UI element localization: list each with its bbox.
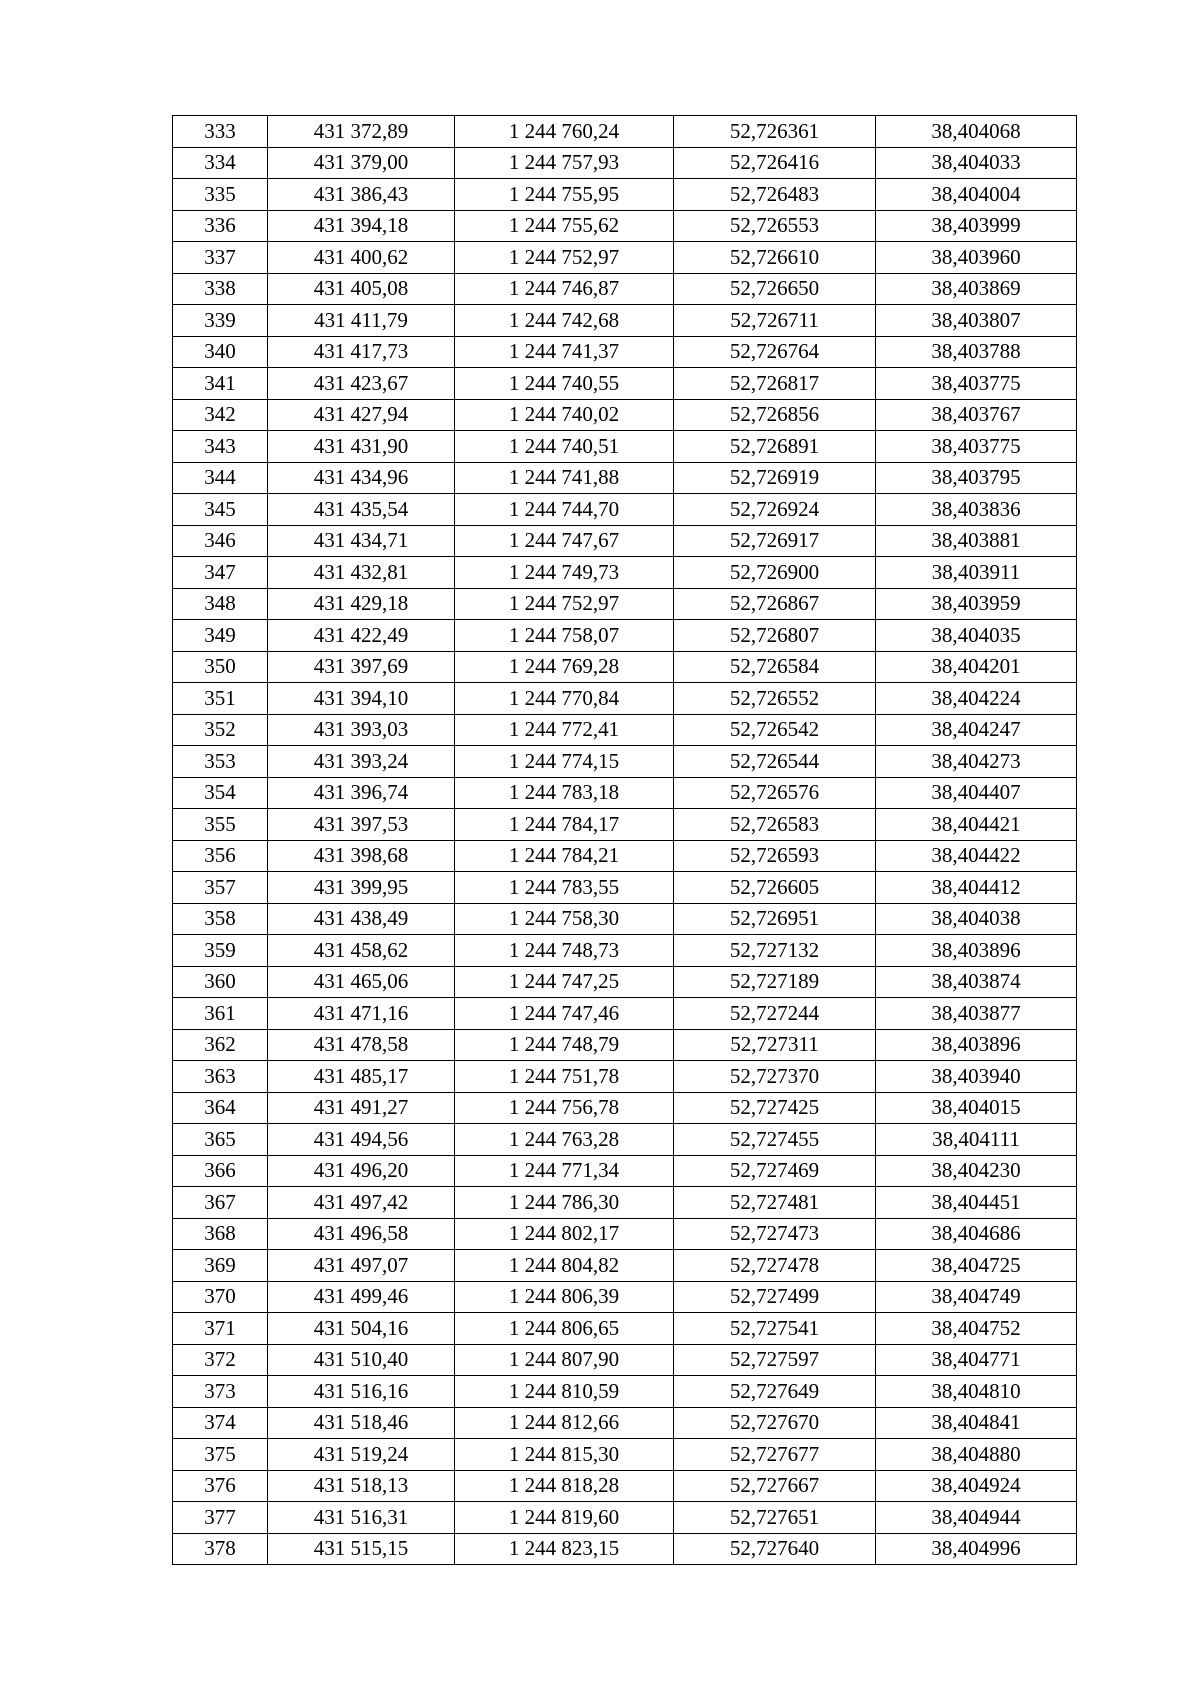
latitude-cell: 52,727370 (674, 1061, 876, 1093)
latitude-cell: 52,727469 (674, 1155, 876, 1187)
longitude-cell: 38,403807 (876, 305, 1077, 337)
y-coordinate-cell: 1 244 740,51 (455, 431, 674, 463)
longitude-cell: 38,403869 (876, 273, 1077, 305)
point-number-cell: 360 (173, 966, 268, 998)
x-coordinate-cell: 431 400,62 (268, 242, 455, 274)
latitude-cell: 52,727189 (674, 966, 876, 998)
longitude-cell: 38,404686 (876, 1218, 1077, 1250)
point-number-cell: 341 (173, 368, 268, 400)
point-number-cell: 363 (173, 1061, 268, 1093)
y-coordinate-cell: 1 244 783,18 (455, 777, 674, 809)
longitude-cell: 38,404201 (876, 651, 1077, 683)
point-number-cell: 347 (173, 557, 268, 589)
x-coordinate-cell: 431 435,54 (268, 494, 455, 526)
x-coordinate-cell: 431 417,73 (268, 336, 455, 368)
latitude-cell: 52,727311 (674, 1029, 876, 1061)
table-row (173, 998, 1077, 1030)
table-row (173, 1250, 1077, 1282)
point-number-cell: 345 (173, 494, 268, 526)
y-coordinate-cell: 1 244 758,30 (455, 903, 674, 935)
point-number-cell: 362 (173, 1029, 268, 1061)
y-coordinate-cell: 1 244 746,87 (455, 273, 674, 305)
latitude-cell: 52,726542 (674, 714, 876, 746)
table-row (173, 746, 1077, 778)
longitude-cell: 38,403959 (876, 588, 1077, 620)
x-coordinate-cell: 431 485,17 (268, 1061, 455, 1093)
y-coordinate-cell: 1 244 819,60 (455, 1502, 674, 1534)
y-coordinate-cell: 1 244 771,34 (455, 1155, 674, 1187)
x-coordinate-cell: 431 394,18 (268, 210, 455, 242)
x-coordinate-cell: 431 393,24 (268, 746, 455, 778)
table-row (173, 966, 1077, 998)
table-row (173, 1344, 1077, 1376)
point-number-cell: 359 (173, 935, 268, 967)
table-row (173, 1470, 1077, 1502)
table-row (173, 1187, 1077, 1219)
x-coordinate-cell: 431 397,53 (268, 809, 455, 841)
longitude-cell: 38,404004 (876, 179, 1077, 211)
y-coordinate-cell: 1 244 757,93 (455, 147, 674, 179)
latitude-cell: 52,726544 (674, 746, 876, 778)
latitude-cell: 52,726593 (674, 840, 876, 872)
table-row (173, 1218, 1077, 1250)
y-coordinate-cell: 1 244 748,73 (455, 935, 674, 967)
longitude-cell: 38,404035 (876, 620, 1077, 652)
longitude-cell: 38,404451 (876, 1187, 1077, 1219)
longitude-cell: 38,404412 (876, 872, 1077, 904)
x-coordinate-cell: 431 429,18 (268, 588, 455, 620)
point-number-cell: 352 (173, 714, 268, 746)
y-coordinate-cell: 1 244 756,78 (455, 1092, 674, 1124)
latitude-cell: 52,726951 (674, 903, 876, 935)
x-coordinate-cell: 431 398,68 (268, 840, 455, 872)
latitude-cell: 52,726900 (674, 557, 876, 589)
latitude-cell: 52,727651 (674, 1502, 876, 1534)
y-coordinate-cell: 1 244 783,55 (455, 872, 674, 904)
longitude-cell: 38,403940 (876, 1061, 1077, 1093)
latitude-cell: 52,727499 (674, 1281, 876, 1313)
longitude-cell: 38,404880 (876, 1439, 1077, 1471)
point-number-cell: 361 (173, 998, 268, 1030)
y-coordinate-cell: 1 244 751,78 (455, 1061, 674, 1093)
x-coordinate-cell: 431 458,62 (268, 935, 455, 967)
point-number-cell: 349 (173, 620, 268, 652)
table-row (173, 210, 1077, 242)
x-coordinate-cell: 431 396,74 (268, 777, 455, 809)
table-row (173, 777, 1077, 809)
x-coordinate-cell: 431 516,31 (268, 1502, 455, 1534)
table-row (173, 399, 1077, 431)
table-row (173, 1124, 1077, 1156)
latitude-cell: 52,727640 (674, 1533, 876, 1565)
longitude-cell: 38,403775 (876, 431, 1077, 463)
table-row (173, 557, 1077, 589)
y-coordinate-cell: 1 244 802,17 (455, 1218, 674, 1250)
point-number-cell: 366 (173, 1155, 268, 1187)
y-coordinate-cell: 1 244 774,15 (455, 746, 674, 778)
x-coordinate-cell: 431 434,71 (268, 525, 455, 557)
longitude-cell: 38,403788 (876, 336, 1077, 368)
point-number-cell: 334 (173, 147, 268, 179)
point-number-cell: 355 (173, 809, 268, 841)
point-number-cell: 340 (173, 336, 268, 368)
table-row (173, 1502, 1077, 1534)
latitude-cell: 52,727670 (674, 1407, 876, 1439)
latitude-cell: 52,727481 (674, 1187, 876, 1219)
y-coordinate-cell: 1 244 742,68 (455, 305, 674, 337)
point-number-cell: 371 (173, 1313, 268, 1345)
latitude-cell: 52,726416 (674, 147, 876, 179)
latitude-cell: 52,726891 (674, 431, 876, 463)
table-row (173, 1155, 1077, 1187)
point-number-cell: 337 (173, 242, 268, 274)
table-row (173, 305, 1077, 337)
point-number-cell: 357 (173, 872, 268, 904)
latitude-cell: 52,727473 (674, 1218, 876, 1250)
x-coordinate-cell: 431 497,07 (268, 1250, 455, 1282)
y-coordinate-cell: 1 244 752,97 (455, 588, 674, 620)
x-coordinate-cell: 431 497,42 (268, 1187, 455, 1219)
x-coordinate-cell: 431 494,56 (268, 1124, 455, 1156)
longitude-cell: 38,404771 (876, 1344, 1077, 1376)
table-row (173, 431, 1077, 463)
x-coordinate-cell: 431 478,58 (268, 1029, 455, 1061)
table-row (173, 809, 1077, 841)
point-number-cell: 375 (173, 1439, 268, 1471)
longitude-cell: 38,403775 (876, 368, 1077, 400)
x-coordinate-cell: 431 422,49 (268, 620, 455, 652)
table-row (173, 1439, 1077, 1471)
latitude-cell: 52,727425 (674, 1092, 876, 1124)
table-row (173, 903, 1077, 935)
longitude-cell: 38,404068 (876, 116, 1077, 148)
latitude-cell: 52,726764 (674, 336, 876, 368)
y-coordinate-cell: 1 244 812,66 (455, 1407, 674, 1439)
y-coordinate-cell: 1 244 823,15 (455, 1533, 674, 1565)
x-coordinate-cell: 431 518,13 (268, 1470, 455, 1502)
longitude-cell: 38,404230 (876, 1155, 1077, 1187)
longitude-cell: 38,404944 (876, 1502, 1077, 1534)
point-number-cell: 367 (173, 1187, 268, 1219)
longitude-cell: 38,404422 (876, 840, 1077, 872)
y-coordinate-cell: 1 244 747,46 (455, 998, 674, 1030)
latitude-cell: 52,727667 (674, 1470, 876, 1502)
table-row (173, 714, 1077, 746)
x-coordinate-cell: 431 372,89 (268, 116, 455, 148)
table-row (173, 1029, 1077, 1061)
table-row (173, 116, 1077, 148)
latitude-cell: 52,726584 (674, 651, 876, 683)
longitude-cell: 38,403877 (876, 998, 1077, 1030)
latitude-cell: 52,726483 (674, 179, 876, 211)
table-row (173, 1533, 1077, 1565)
longitude-cell: 38,404996 (876, 1533, 1077, 1565)
longitude-cell: 38,404725 (876, 1250, 1077, 1282)
longitude-cell: 38,404273 (876, 746, 1077, 778)
longitude-cell: 38,403896 (876, 935, 1077, 967)
latitude-cell: 52,726919 (674, 462, 876, 494)
longitude-cell: 38,403999 (876, 210, 1077, 242)
longitude-cell: 38,403836 (876, 494, 1077, 526)
latitude-cell: 52,726807 (674, 620, 876, 652)
longitude-cell: 38,403896 (876, 1029, 1077, 1061)
point-number-cell: 354 (173, 777, 268, 809)
y-coordinate-cell: 1 244 810,59 (455, 1376, 674, 1408)
point-number-cell: 368 (173, 1218, 268, 1250)
point-number-cell: 346 (173, 525, 268, 557)
longitude-cell: 38,403795 (876, 462, 1077, 494)
point-number-cell: 342 (173, 399, 268, 431)
point-number-cell: 356 (173, 840, 268, 872)
point-number-cell: 377 (173, 1502, 268, 1534)
y-coordinate-cell: 1 244 740,02 (455, 399, 674, 431)
table-row (173, 620, 1077, 652)
point-number-cell: 372 (173, 1344, 268, 1376)
table-row (173, 651, 1077, 683)
latitude-cell: 52,726924 (674, 494, 876, 526)
latitude-cell: 52,726583 (674, 809, 876, 841)
x-coordinate-cell: 431 496,20 (268, 1155, 455, 1187)
y-coordinate-cell: 1 244 755,62 (455, 210, 674, 242)
y-coordinate-cell: 1 244 815,30 (455, 1439, 674, 1471)
x-coordinate-cell: 431 438,49 (268, 903, 455, 935)
point-number-cell: 339 (173, 305, 268, 337)
table-row (173, 242, 1077, 274)
x-coordinate-cell: 431 515,15 (268, 1533, 455, 1565)
y-coordinate-cell: 1 244 784,21 (455, 840, 674, 872)
latitude-cell: 52,726867 (674, 588, 876, 620)
y-coordinate-cell: 1 244 784,17 (455, 809, 674, 841)
longitude-cell: 38,404111 (876, 1124, 1077, 1156)
point-number-cell: 353 (173, 746, 268, 778)
table-row (173, 494, 1077, 526)
table-row (173, 462, 1077, 494)
y-coordinate-cell: 1 244 818,28 (455, 1470, 674, 1502)
longitude-cell: 38,404033 (876, 147, 1077, 179)
latitude-cell: 52,727455 (674, 1124, 876, 1156)
longitude-cell: 38,404247 (876, 714, 1077, 746)
x-coordinate-cell: 431 423,67 (268, 368, 455, 400)
point-number-cell: 378 (173, 1533, 268, 1565)
y-coordinate-cell: 1 244 763,28 (455, 1124, 674, 1156)
point-number-cell: 350 (173, 651, 268, 683)
x-coordinate-cell: 431 432,81 (268, 557, 455, 589)
latitude-cell: 52,726605 (674, 872, 876, 904)
table-row (173, 368, 1077, 400)
y-coordinate-cell: 1 244 804,82 (455, 1250, 674, 1282)
point-number-cell: 365 (173, 1124, 268, 1156)
y-coordinate-cell: 1 244 747,67 (455, 525, 674, 557)
longitude-cell: 38,404421 (876, 809, 1077, 841)
longitude-cell: 38,403881 (876, 525, 1077, 557)
y-coordinate-cell: 1 244 740,55 (455, 368, 674, 400)
latitude-cell: 52,727597 (674, 1344, 876, 1376)
table-row (173, 273, 1077, 305)
table-row (173, 872, 1077, 904)
x-coordinate-cell: 431 394,10 (268, 683, 455, 715)
table-row (173, 1313, 1077, 1345)
y-coordinate-cell: 1 244 747,25 (455, 966, 674, 998)
latitude-cell: 52,726817 (674, 368, 876, 400)
latitude-cell: 52,727677 (674, 1439, 876, 1471)
table-row (173, 1407, 1077, 1439)
longitude-cell: 38,404752 (876, 1313, 1077, 1345)
latitude-cell: 52,726650 (674, 273, 876, 305)
x-coordinate-cell: 431 431,90 (268, 431, 455, 463)
y-coordinate-cell: 1 244 741,88 (455, 462, 674, 494)
table-row (173, 179, 1077, 211)
y-coordinate-cell: 1 244 806,39 (455, 1281, 674, 1313)
x-coordinate-cell: 431 518,46 (268, 1407, 455, 1439)
table-row (173, 840, 1077, 872)
coordinates-table (172, 115, 1077, 1565)
longitude-cell: 38,403767 (876, 399, 1077, 431)
x-coordinate-cell: 431 379,00 (268, 147, 455, 179)
y-coordinate-cell: 1 244 770,84 (455, 683, 674, 715)
point-number-cell: 369 (173, 1250, 268, 1282)
y-coordinate-cell: 1 244 772,41 (455, 714, 674, 746)
table-row (173, 1281, 1077, 1313)
x-coordinate-cell: 431 397,69 (268, 651, 455, 683)
table-row (173, 683, 1077, 715)
y-coordinate-cell: 1 244 760,24 (455, 116, 674, 148)
longitude-cell: 38,404749 (876, 1281, 1077, 1313)
x-coordinate-cell: 431 499,46 (268, 1281, 455, 1313)
longitude-cell: 38,404841 (876, 1407, 1077, 1439)
table-row (173, 1092, 1077, 1124)
y-coordinate-cell: 1 244 786,30 (455, 1187, 674, 1219)
point-number-cell: 338 (173, 273, 268, 305)
x-coordinate-cell: 431 510,40 (268, 1344, 455, 1376)
latitude-cell: 52,726553 (674, 210, 876, 242)
latitude-cell: 52,726361 (674, 116, 876, 148)
point-number-cell: 370 (173, 1281, 268, 1313)
x-coordinate-cell: 431 405,08 (268, 273, 455, 305)
table-row (173, 336, 1077, 368)
latitude-cell: 52,727244 (674, 998, 876, 1030)
longitude-cell: 38,403874 (876, 966, 1077, 998)
latitude-cell: 52,726552 (674, 683, 876, 715)
longitude-cell: 38,404924 (876, 1470, 1077, 1502)
point-number-cell: 358 (173, 903, 268, 935)
latitude-cell: 52,726856 (674, 399, 876, 431)
y-coordinate-cell: 1 244 758,07 (455, 620, 674, 652)
x-coordinate-cell: 431 504,16 (268, 1313, 455, 1345)
x-coordinate-cell: 431 386,43 (268, 179, 455, 211)
y-coordinate-cell: 1 244 769,28 (455, 651, 674, 683)
latitude-cell: 52,726711 (674, 305, 876, 337)
x-coordinate-cell: 431 465,06 (268, 966, 455, 998)
latitude-cell: 52,727132 (674, 935, 876, 967)
point-number-cell: 343 (173, 431, 268, 463)
latitude-cell: 52,727541 (674, 1313, 876, 1345)
point-number-cell: 351 (173, 683, 268, 715)
longitude-cell: 38,404015 (876, 1092, 1077, 1124)
latitude-cell: 52,726610 (674, 242, 876, 274)
longitude-cell: 38,404407 (876, 777, 1077, 809)
x-coordinate-cell: 431 399,95 (268, 872, 455, 904)
longitude-cell: 38,404224 (876, 683, 1077, 715)
point-number-cell: 374 (173, 1407, 268, 1439)
point-number-cell: 336 (173, 210, 268, 242)
point-number-cell: 373 (173, 1376, 268, 1408)
x-coordinate-cell: 431 491,27 (268, 1092, 455, 1124)
table-row (173, 1376, 1077, 1408)
table-row (173, 147, 1077, 179)
table-row (173, 525, 1077, 557)
y-coordinate-cell: 1 244 752,97 (455, 242, 674, 274)
point-number-cell: 333 (173, 116, 268, 148)
x-coordinate-cell: 431 516,16 (268, 1376, 455, 1408)
x-coordinate-cell: 431 393,03 (268, 714, 455, 746)
y-coordinate-cell: 1 244 755,95 (455, 179, 674, 211)
x-coordinate-cell: 431 411,79 (268, 305, 455, 337)
longitude-cell: 38,404038 (876, 903, 1077, 935)
y-coordinate-cell: 1 244 741,37 (455, 336, 674, 368)
y-coordinate-cell: 1 244 748,79 (455, 1029, 674, 1061)
x-coordinate-cell: 431 434,96 (268, 462, 455, 494)
point-number-cell: 344 (173, 462, 268, 494)
coordinates-table-body (173, 116, 1077, 1565)
latitude-cell: 52,727478 (674, 1250, 876, 1282)
x-coordinate-cell: 431 519,24 (268, 1439, 455, 1471)
y-coordinate-cell: 1 244 806,65 (455, 1313, 674, 1345)
longitude-cell: 38,403960 (876, 242, 1077, 274)
longitude-cell: 38,404810 (876, 1376, 1077, 1408)
latitude-cell: 52,726917 (674, 525, 876, 557)
y-coordinate-cell: 1 244 744,70 (455, 494, 674, 526)
point-number-cell: 348 (173, 588, 268, 620)
x-coordinate-cell: 431 496,58 (268, 1218, 455, 1250)
latitude-cell: 52,727649 (674, 1376, 876, 1408)
y-coordinate-cell: 1 244 807,90 (455, 1344, 674, 1376)
x-coordinate-cell: 431 471,16 (268, 998, 455, 1030)
table-row (173, 588, 1077, 620)
latitude-cell: 52,726576 (674, 777, 876, 809)
longitude-cell: 38,403911 (876, 557, 1077, 589)
point-number-cell: 376 (173, 1470, 268, 1502)
x-coordinate-cell: 431 427,94 (268, 399, 455, 431)
table-row (173, 935, 1077, 967)
point-number-cell: 335 (173, 179, 268, 211)
y-coordinate-cell: 1 244 749,73 (455, 557, 674, 589)
table-row (173, 1061, 1077, 1093)
point-number-cell: 364 (173, 1092, 268, 1124)
